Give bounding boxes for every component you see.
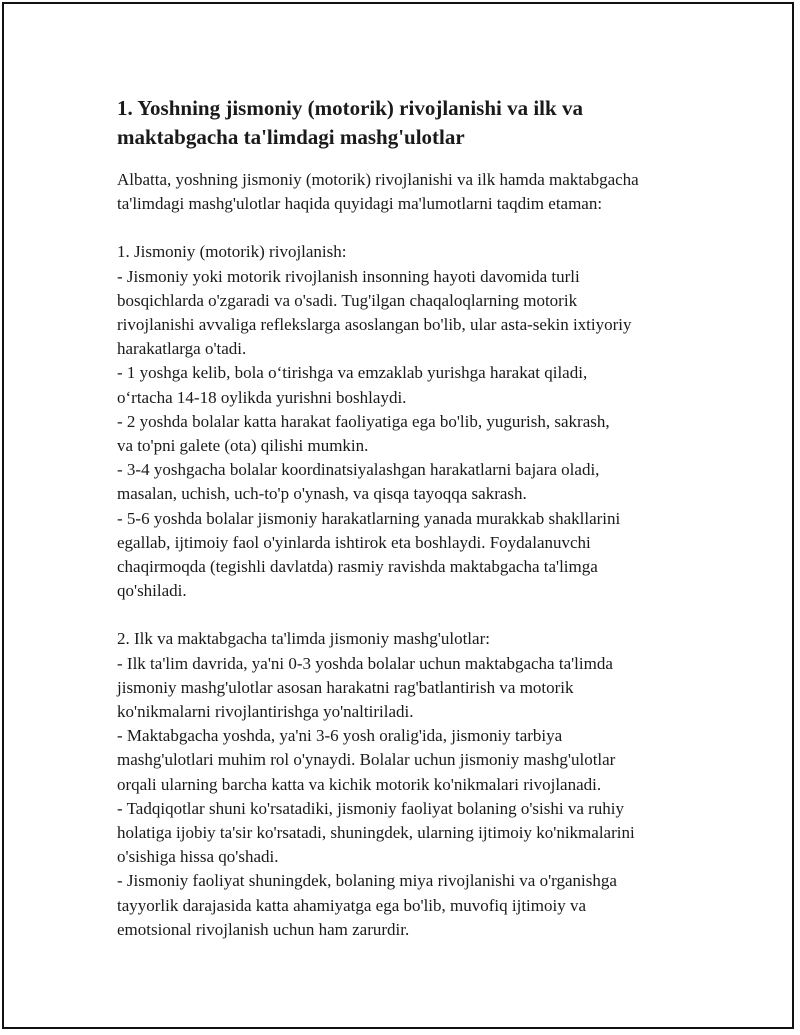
intro-paragraph: Albatta, yoshning jismoniy (motorik) rivojlanishi va ilk hamda maktabgacha ta'limdagi mashg'ulotlar haqida quyidagi ma'lumotlarni taqdim etaman: [117, 170, 639, 214]
section-physical-exercises: 2. Ilk va maktabgacha ta'limda jismoniy mashg'ulotlar: - Ilk ta'lim davrida, ya'ni 0-3 yoshda bolalar uchun maktabgacha ta'limda jismoniy mashg'ulotlar asosan harakatni rag'batlantirish va motorik ko'nikmalarni rivojlantirishga yo'naltiriladi. - Maktabgacha yoshda, ya'ni 3-6 yosh oralig'ida, jismoniy tarbiya mashg'ulotlari muhim rol o'ynaydi. Bolalar uchun jismoniy mashg'ulotlar orqali ularning barcha katta va kichik motorik ko'nikmalari rivojlanadi. - Tadqiqotlar shuni ko'rsatadiki, jismoniy faoliyat bolaning o'sishi va ruhiy holatiga ijobiy ta'sir ko'rsatadi, shuningdek, ularning ijtimoiy ko'nikmalarini o'sishiga hissa qo'shadi. - Jismoniy faoliyat shuningdek, bolaning miya rivojlanishi va o'rganishga tayyorlik darajasida katta ahamiyatga ega bo'lib, muvofiq ijtimoiy va emotsional rivojlanish uchun ham zarurdir. [117, 629, 635, 939]
section-physical-development: 1. Jismoniy (motorik) rivojlanish: - Jismoniy yoki motorik rivojlanish insonning hayoti davomida turli bosqichlarda o'zgaradi va o'sadi. Tug'ilgan chaqaloqlarning motorik rivojlanishi avvaliga reflekslarga asoslangan bo'lib, ular asta-sekin ixtiyoriy harakatlarga o'tadi. - 1 yoshga kelib, bola o‘tirishga va emzaklab yurishga harakat qiladi, o‘rtacha 14-18 oylikda yurishni boshlaydi. - 2 yoshda bolalar katta harakat faoliyatiga ega bo'lib, yugurish, sakrash, va to'pni galete (ota) qilishi mumkin. - 3-4 yoshgacha bolalar koordinatsiyalashgan harakatlarni bajara oladi, masalan, uchish, uch-to'p o'ynash, va qisqa tayoqqa sakrash. - 5-6 yoshda bolalar jismoniy harakatlarning yanada murakkab shakllarini egallab, ijtimoiy faol o'yinlarda ishtirok eta boshlaydi. Foydalanuvchi chaqirmoqda (tegishli davlatda) rasmiy ravishda maktabgacha ta'limga qo'shiladi. [117, 242, 632, 601]
document-heading: 1. Yoshning jismoniy (motorik) rivojlanishi va ilk va maktabgacha ta'limdagi mashg'ulotlar [117, 96, 583, 149]
document-body [117, 94, 692, 966]
